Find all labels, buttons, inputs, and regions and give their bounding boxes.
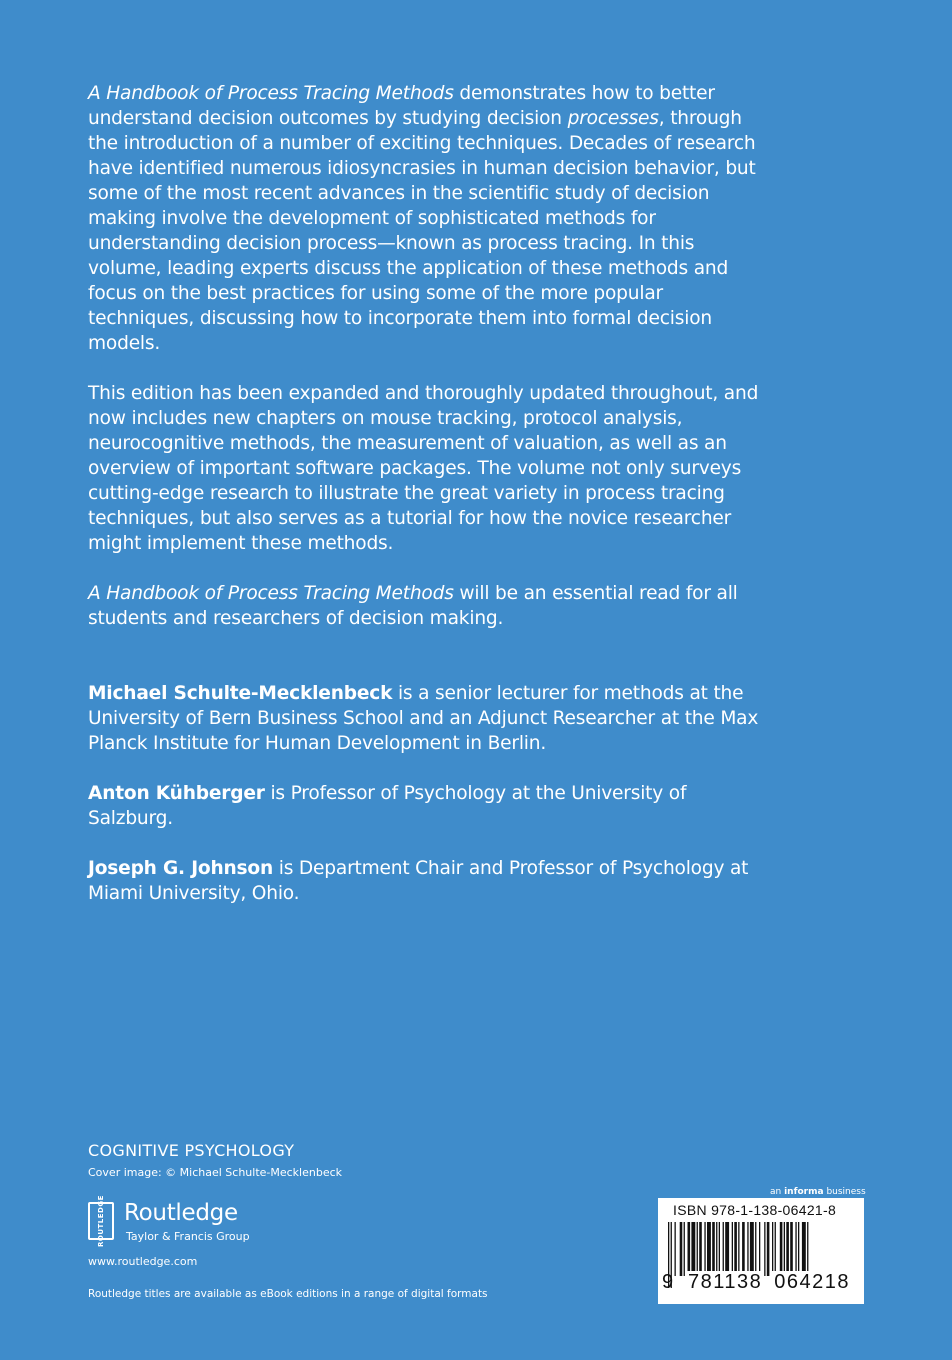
barcode-digit-group: 781138 xyxy=(688,1271,763,1293)
barcode-bar xyxy=(723,1222,724,1276)
barcode-bar xyxy=(790,1222,793,1276)
routledge-logo-icon: ROUTLEDGE xyxy=(88,1202,114,1240)
barcode-digits xyxy=(662,1271,860,1294)
barcode-bar xyxy=(680,1222,683,1276)
book-title-italic: A Handbook of Process Tracing Methods xyxy=(88,83,454,104)
barcode-bar xyxy=(719,1222,720,1276)
barcode-label xyxy=(658,1198,864,1304)
author-bio xyxy=(88,856,768,906)
barcode-bar xyxy=(764,1222,765,1276)
ebook-note: Routledge titles are available as eBook editions in a range of digital formats xyxy=(88,1288,488,1300)
author-bio-text: is Professor of Psychology at the University of Salzburg. xyxy=(88,783,687,829)
barcode-bar xyxy=(742,1222,745,1276)
informa-text: an xyxy=(770,1187,785,1197)
cover-image-credit: Cover image: © Michael Schulte-Mecklenbeck xyxy=(88,1166,343,1179)
barcode-bar xyxy=(802,1222,806,1276)
isbn-text: ISBN 978-1-138-06421-8 xyxy=(673,1202,837,1218)
barcode-bar xyxy=(784,1222,785,1276)
barcode-bar xyxy=(684,1222,685,1276)
informa-tagline xyxy=(770,1187,866,1197)
barcode-bar xyxy=(732,1222,733,1276)
description-text: , through the introduction of a number of exciting techniques. Decades of research have identified numerous idiosyncrasies in human decision behavior, but some of the most recent advances in the scientific study of decision making involve the development of sophisticated methods for understanding decision process—known as process tracing. In this volume, leading experts discuss the application of these methods and focus on the best practices for using some of the more popular techniques, discussing how to incorporate them into formal decision models. xyxy=(88,108,756,354)
author-bio-text: is a senior lecturer for methods at the University of Bern Business School and an Adjunct Researcher at the Max Planck Institute for Human Development in Berlin. xyxy=(88,683,759,754)
publisher-name: Routledge xyxy=(124,1200,238,1226)
informa-text: business xyxy=(823,1187,866,1197)
author-name: Joseph G. Johnson xyxy=(88,858,274,879)
routledge-logo xyxy=(88,1195,288,1250)
barcode-bar xyxy=(759,1222,760,1276)
barcode-bar xyxy=(798,1222,799,1276)
description-paragraph-1 xyxy=(88,81,768,356)
barcode-digit-group: 064218 xyxy=(774,1271,851,1293)
barcode-bar xyxy=(712,1222,715,1276)
barcode-bar xyxy=(691,1222,695,1276)
publisher-group: Taylor & Francis Group xyxy=(126,1230,250,1243)
barcode-bar xyxy=(688,1222,691,1276)
cover-copy xyxy=(88,81,768,906)
barcode-bar xyxy=(786,1222,789,1276)
emphasis-text: processes xyxy=(567,108,659,129)
barcode-bar xyxy=(772,1222,773,1276)
book-title-italic: A Handbook of Process Tracing Methods xyxy=(88,583,454,604)
author-bio xyxy=(88,681,768,756)
barcode-bar xyxy=(755,1222,756,1276)
publisher-url: www.routledge.com xyxy=(88,1255,198,1268)
description-paragraph-3 xyxy=(88,581,768,631)
author-name: Anton Kühberger xyxy=(88,783,265,804)
barcode-bar xyxy=(734,1222,737,1276)
barcode-bar xyxy=(767,1222,770,1276)
barcode-bar xyxy=(697,1222,698,1276)
barcode-bar xyxy=(725,1222,729,1276)
barcode-bar xyxy=(750,1222,754,1276)
barcode-bar xyxy=(707,1222,711,1276)
author-bio-text: is Department Chair and Professor of Psychology at Miami University, Ohio. xyxy=(88,858,749,904)
barcode-digit-first: 9 xyxy=(662,1271,674,1293)
barcode-bar xyxy=(716,1222,717,1276)
author-name: Michael Schulte-Mecklenbeck xyxy=(88,683,393,704)
description-paragraph-2: This edition has been expanded and thoroughly updated throughout, and now includes new chapters on mouse tracking, protocol analysis, neurocognitive methods, the measurement of valuation, as well as an overview of important software packages. The volume not only surveys cutting-edge research to illustrate the great variety in process tracing techniques, but also serves as a tutorial for how the novice researcher might implement these methods. xyxy=(88,383,759,554)
barcode-bar xyxy=(780,1222,783,1276)
barcode-bar xyxy=(704,1222,705,1276)
barcode-bar xyxy=(747,1222,748,1276)
barcode-bar xyxy=(699,1222,702,1276)
barcode-bar xyxy=(675,1222,676,1276)
barcode-bar xyxy=(795,1222,796,1276)
informa-text: informa xyxy=(784,1187,824,1197)
description-text: demonstrates how to better understand decision outcomes by studying decision xyxy=(88,83,715,129)
barcode-bar xyxy=(775,1222,776,1276)
author-bio xyxy=(88,781,768,831)
description-text: will be an essential read for all students and researchers of decision making. xyxy=(88,583,738,629)
subject-category: COGNITIVE PSYCHOLOGY xyxy=(88,1141,295,1160)
